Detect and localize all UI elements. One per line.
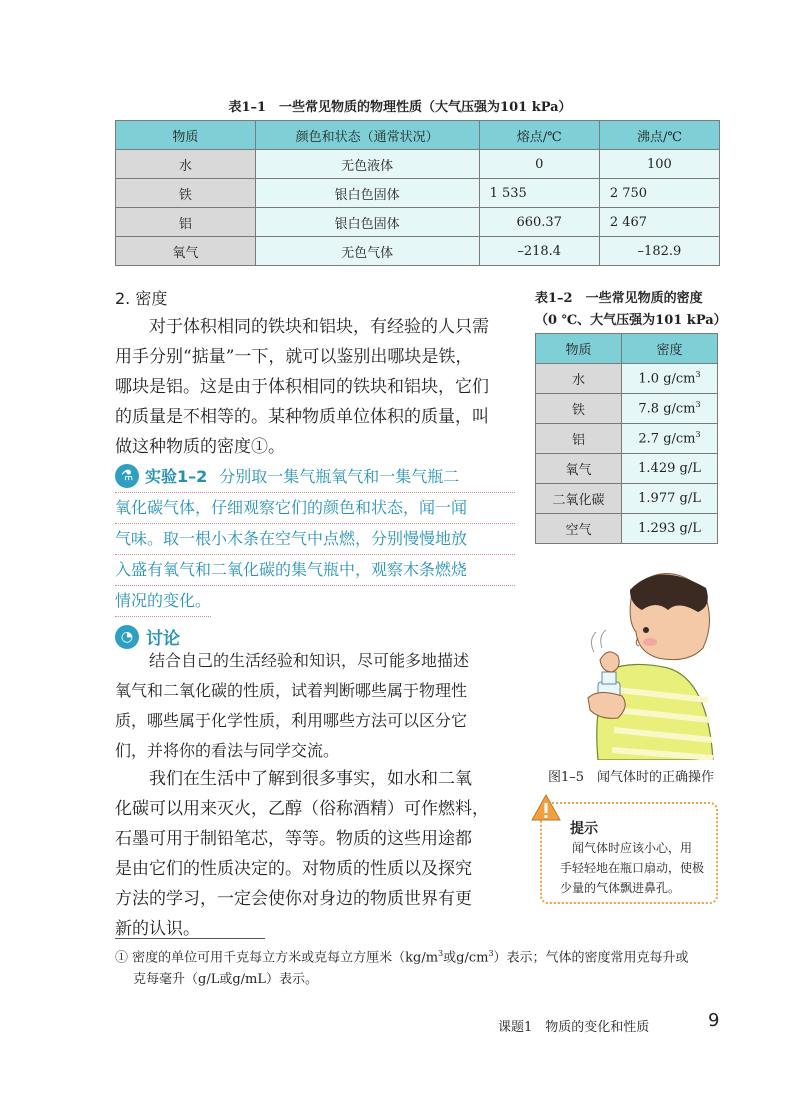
footnote-text: 或g/cm bbox=[443, 950, 489, 966]
text-line: 闻气体时应该小心，用 bbox=[572, 841, 693, 855]
table1-cell: –218.4 bbox=[479, 237, 599, 266]
table2-cell: 空气 bbox=[536, 514, 622, 544]
footnote-line: 克每毫升（g/L或g/mL）表示。 bbox=[133, 972, 318, 988]
text-line: 情况的变化。 bbox=[115, 586, 211, 617]
paragraph-uses bbox=[115, 764, 515, 944]
text-line: 的质量是不相等的。某种物质单位体积的质量，叫 bbox=[115, 407, 489, 427]
table2-cell: 二氧化碳 bbox=[536, 484, 622, 514]
table1-header: 物质 bbox=[116, 121, 256, 150]
table1-header-row bbox=[116, 121, 720, 150]
table2-cell: 铁 bbox=[536, 394, 622, 424]
discussion-title: 讨论 bbox=[146, 629, 180, 649]
table2-header: 密度 bbox=[622, 334, 718, 364]
footnote-text: ① 密度的单位可用千克每立方米或克每立方厘米（kg/m bbox=[115, 950, 439, 966]
table1-cell: 铝 bbox=[116, 208, 256, 237]
table2-cell bbox=[622, 424, 718, 454]
paragraph-density bbox=[115, 312, 515, 462]
table2-header-row bbox=[536, 334, 718, 364]
text-line: 化碳可以用来灭火，乙醇（俗称酒精）可作燃料， bbox=[115, 799, 489, 819]
text-line: 方法的学习，一定会使你对身边的物质世界有更 bbox=[115, 889, 472, 909]
tip-title: 提示 bbox=[570, 821, 598, 837]
footnote-divider bbox=[115, 938, 265, 939]
text-line: 新的认识。 bbox=[115, 919, 200, 939]
flask-icon: ⚗ bbox=[115, 464, 139, 488]
discussion-icon: ◔ bbox=[115, 625, 139, 649]
text-line: 氧化碳气体，仔细观察它们的颜色和状态，闻一闻 bbox=[115, 493, 515, 524]
table1-cell: –182.9 bbox=[599, 237, 719, 266]
table2-caption bbox=[535, 288, 735, 332]
table1-cell: 1 535 bbox=[479, 179, 599, 208]
table-row bbox=[536, 364, 718, 394]
page-number: 9 bbox=[708, 1010, 720, 1031]
text-line: 用手分别“掂量”一下，就可以鉴别出哪块是铁， bbox=[115, 347, 473, 367]
table2-cell: 1.429 g/L bbox=[622, 454, 718, 484]
table-row bbox=[536, 424, 718, 454]
table2-cell: 1.293 g/L bbox=[622, 514, 718, 544]
table-row bbox=[116, 150, 720, 179]
table2-cell: 铝 bbox=[536, 424, 622, 454]
text-line: 手轻轻地在瓶口扇动，使极 bbox=[560, 861, 705, 875]
table1-cell: 0 bbox=[479, 150, 599, 179]
table2-caption-line: （0 ℃、大气压强为101 kPa） bbox=[535, 313, 727, 328]
text-line: 是由它们的性质决定的。对物质的性质以及探究 bbox=[115, 859, 472, 879]
table1-header: 沸点/℃ bbox=[599, 121, 719, 150]
table1-cell: 100 bbox=[599, 150, 719, 179]
table-row bbox=[536, 454, 718, 484]
table1-header: 熔点/℃ bbox=[479, 121, 599, 150]
table-row bbox=[536, 514, 718, 544]
table2-cell bbox=[622, 394, 718, 424]
text-line: 气味。取一根小木条在空气中点燃，分别慢慢地放 bbox=[115, 524, 515, 555]
density-exponent: 3 bbox=[695, 400, 701, 410]
table1-cell: 银白色固体 bbox=[255, 179, 479, 208]
table1-caption: 表1–1 一些常见物质的物理性质（大气压强为101 kPa） bbox=[228, 100, 572, 115]
table2-cell: 水 bbox=[536, 364, 622, 394]
table2-header: 物质 bbox=[536, 334, 622, 364]
table-row bbox=[116, 179, 720, 208]
discussion-text bbox=[115, 646, 515, 766]
text-line: 对于体积相同的铁块和铝块，有经验的人只需 bbox=[149, 317, 489, 337]
text-line: 结合自己的生活经验和知识，尽可能多地描述 bbox=[149, 651, 470, 670]
density-exponent: 3 bbox=[695, 370, 701, 380]
table-row bbox=[116, 237, 720, 266]
table1-cell: 2 750 bbox=[599, 179, 719, 208]
footnote-sup: 3 bbox=[488, 949, 494, 958]
figure-caption: 图1–5 闻气体时的正确操作 bbox=[548, 770, 715, 785]
table-row bbox=[536, 394, 718, 424]
table-row bbox=[116, 208, 720, 237]
footnote-line bbox=[115, 943, 725, 969]
table1-cell: 2 467 bbox=[599, 208, 719, 237]
footnote bbox=[115, 943, 725, 991]
warning-icon bbox=[530, 792, 562, 824]
experiment-title: 实验1–2 bbox=[145, 467, 208, 486]
text-line: 石墨可用于制铅笔芯，等等。物质的这些用途都 bbox=[115, 829, 472, 849]
density-exponent: 3 bbox=[695, 430, 701, 440]
experiment-block bbox=[115, 462, 515, 617]
table1-cell: 氧气 bbox=[116, 237, 256, 266]
table1-cell: 660.37 bbox=[479, 208, 599, 237]
table1-cell: 银白色固体 bbox=[255, 208, 479, 237]
footnote-sup: 3 bbox=[438, 949, 444, 958]
experiment-text: 分别取一集气瓶氧气和一集气瓶二 bbox=[219, 467, 460, 486]
table1-header: 颜色和状态（通常状况） bbox=[255, 121, 479, 150]
table2-cell: 1.977 g/L bbox=[622, 484, 718, 514]
text-line: 少量的气体飘进鼻孔。 bbox=[560, 881, 681, 895]
density-value: 7.8 g/cm bbox=[638, 401, 696, 417]
text-line: 质，哪些属于化学性质，利用哪些方法可以区分它 bbox=[115, 711, 468, 730]
table2 bbox=[535, 333, 718, 544]
boy-smelling-gas-illustration bbox=[538, 560, 718, 760]
density-value: 2.7 g/cm bbox=[638, 431, 696, 447]
table2-cell: 氧气 bbox=[536, 454, 622, 484]
table1-cell: 无色气体 bbox=[255, 237, 479, 266]
density-value: 1.0 g/cm bbox=[638, 371, 696, 387]
text-line: 哪块是铝。这是由于体积相同的铁块和铝块，它们 bbox=[115, 377, 489, 397]
tip-text bbox=[560, 838, 710, 898]
table1-cell: 无色液体 bbox=[255, 150, 479, 179]
table1-cell: 铁 bbox=[116, 179, 256, 208]
table1 bbox=[115, 120, 720, 266]
table1-cell: 水 bbox=[116, 150, 256, 179]
table-row bbox=[536, 484, 718, 514]
table2-caption-line: 表1–2 一些常见物质的密度 bbox=[535, 291, 703, 306]
text-line: 入盛有氧气和二氧化碳的集气瓶中，观察木条燃烧 bbox=[115, 555, 515, 586]
chapter-label: 课题1 物质的变化和性质 bbox=[498, 1020, 650, 1035]
footnote-text: ）表示；气体的密度常用克每升或 bbox=[493, 950, 689, 966]
text-line: 们，并将你的看法与同学交流。 bbox=[115, 741, 340, 760]
text-line: 氧气和二氧化碳的性质，试着判断哪些属于物理性 bbox=[115, 681, 468, 700]
section-heading: 2. 密度 bbox=[115, 289, 168, 308]
text-line bbox=[115, 462, 515, 493]
text-line: 做这种物质的密度①。 bbox=[115, 437, 285, 457]
table2-cell bbox=[622, 364, 718, 394]
boy-figure bbox=[588, 573, 713, 760]
text-line: 我们在生活中了解到很多事实，如水和二氧 bbox=[149, 769, 472, 789]
